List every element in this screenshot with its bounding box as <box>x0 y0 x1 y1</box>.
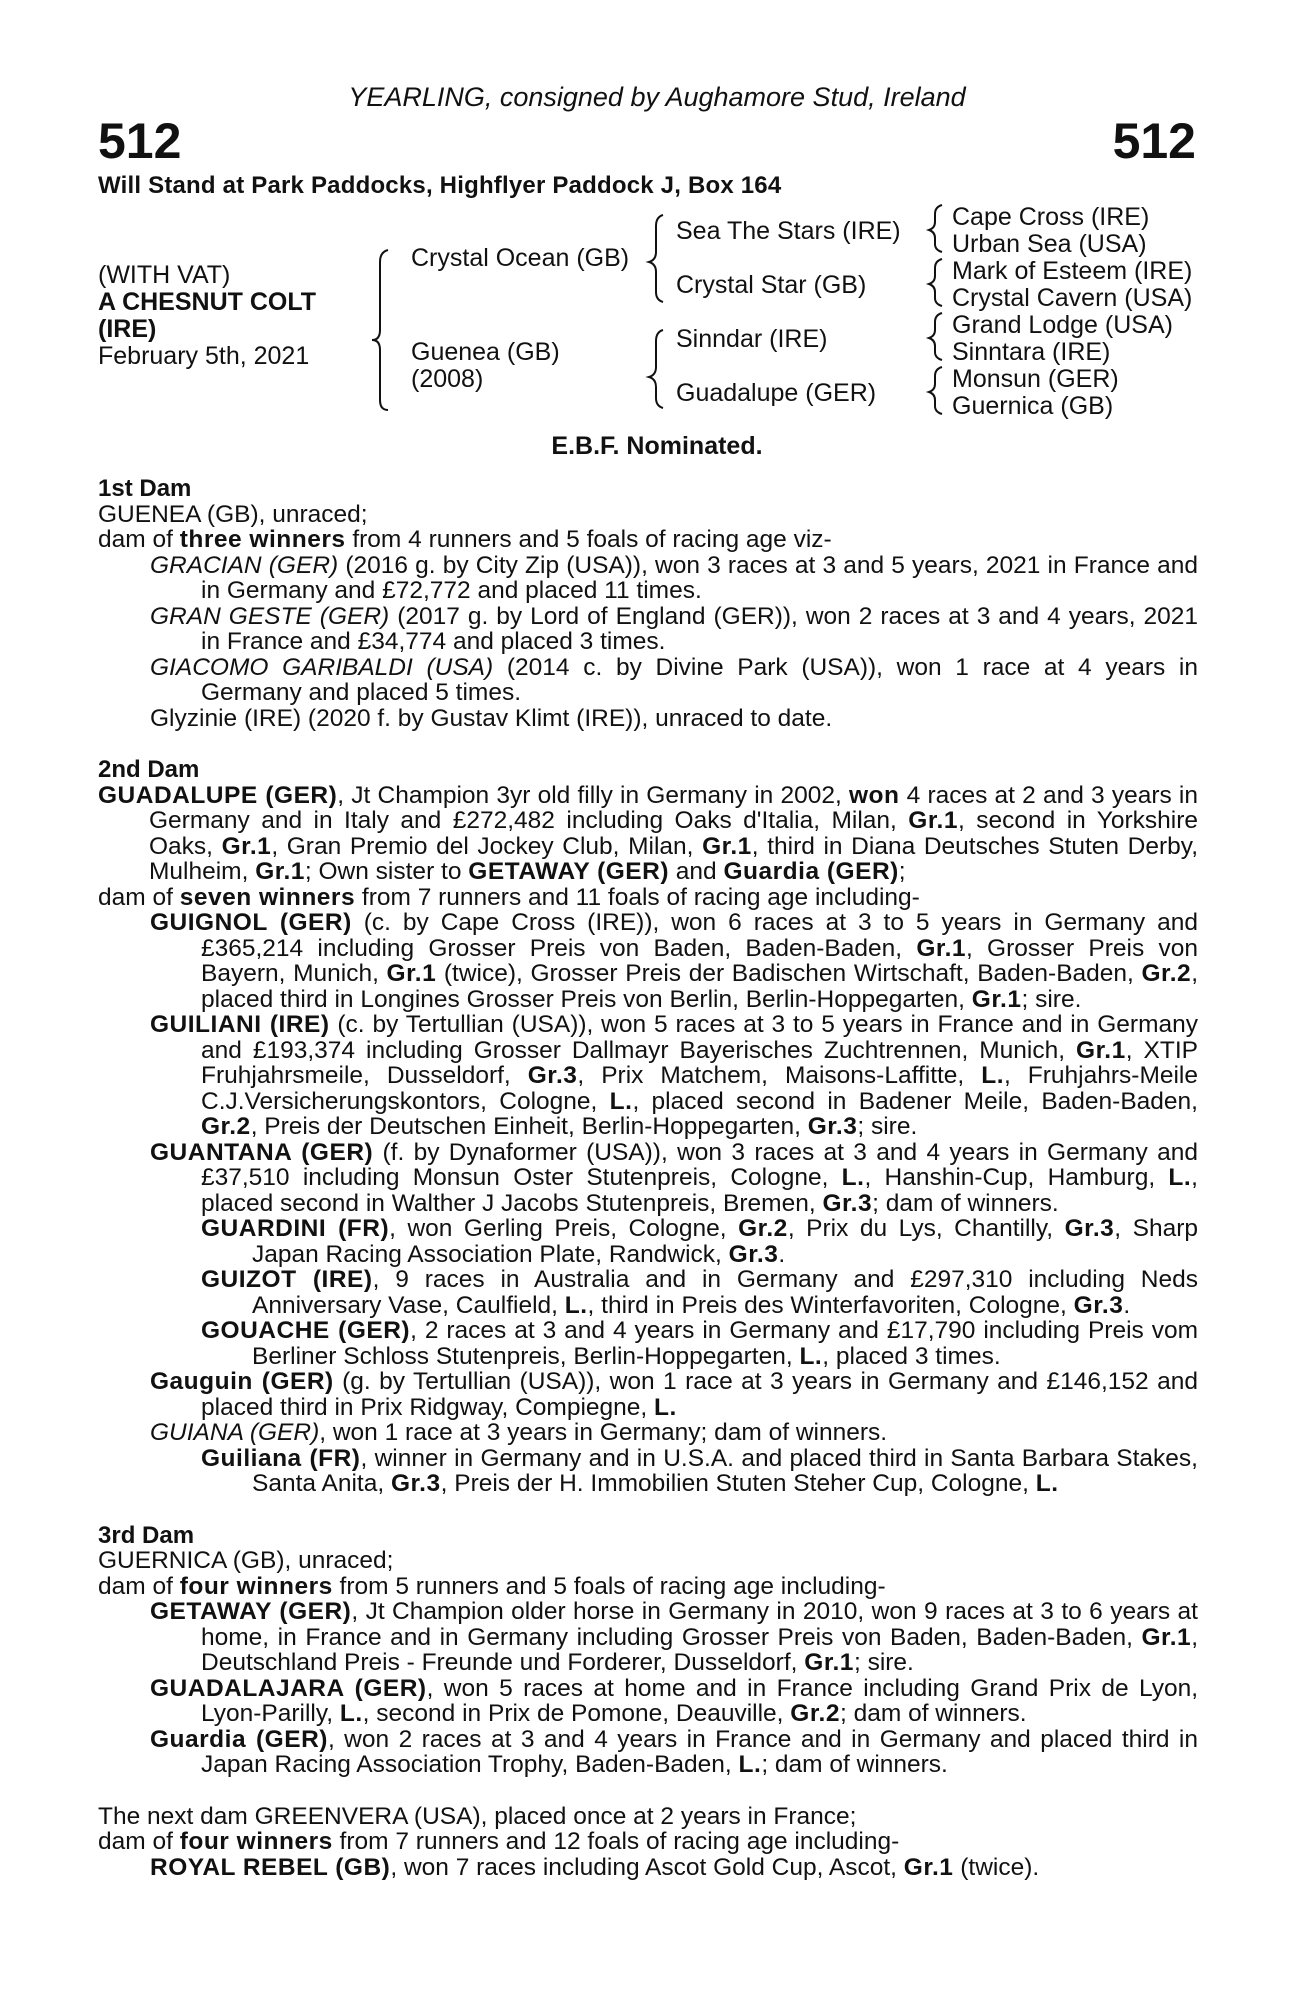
third-dam-summary: dam of four winners from 5 runners and 5 foals of racing age including- <box>98 1572 886 1600</box>
horse-name-line1: A CHESNUT COLT <box>98 288 317 316</box>
progeny-entry: Guardia (GER), won 2 races at 3 and 4 years in France and in Germany and placed third in Japan Racing Association Trophy, Baden-Baden, L.; dam of winners. <box>150 1725 1199 1778</box>
grandsire-1: Sea The Stars (IRE) <box>676 217 901 245</box>
ancestor-1: Cape Cross (IRE) <box>952 203 1150 231</box>
grand-progeny-entry: GUARDINI (FR), won Gerling Preis, Cologne, Gr.2, Prix du Lys, Chantilly, Gr.3, Sharp Japan Racing Association Plate, Randwick, Gr.3. <box>201 1215 1198 1268</box>
progeny-entry: Glyzinie (IRE) (2020 f. by Gustav Klimt (IRE)), unraced to date. <box>150 704 833 732</box>
progeny-entry: Gauguin (GER) (g. by Tertullian (USA)), won 1 race at 3 years in Germany and £146,152 and placed third in Prix Ridgway, Compiegne, L. <box>150 1368 1198 1421</box>
granddam-1: Crystal Star (GB) <box>676 271 867 299</box>
ancestor-4: Crystal Cavern (USA) <box>952 284 1193 312</box>
catalogue-body <box>98 476 1198 1880</box>
third-dam-name: GUERNICA (GB), unraced; <box>98 1547 394 1574</box>
progeny-entry: GETAWAY (GER), Jt Champion older horse in Germany in 2010, won 9 races at 3 to 6 years at home, in France and in Germany including Grosser Preis von Baden, Baden-Baden, Gr.1, Deutschland Preis - Freunde und Forderer, Dusseldorf, Gr.1; sire. <box>150 1598 1198 1676</box>
ancestor-2: Urban Sea (USA) <box>952 230 1147 258</box>
vat-label: (WITH VAT) <box>98 261 231 289</box>
progeny-entry: GRAN GESTE (GER) (2017 g. by Lord of England (GER)), won 2 races at 3 and 4 years, 2021 in France and £34,774 and placed 3 times. <box>150 602 1198 655</box>
ancestor-5: Grand Lodge (USA) <box>952 311 1173 339</box>
grand-progeny-entry: GUIZOT (IRE), 9 races in Australia and in Germany and £297,310 including Neds Anniversary Vase, Caulfield, L., third in Preis des Winterfavoriten, Cologne, Gr.3. <box>201 1266 1198 1319</box>
second-dam-record: GUADALUPE (GER), Jt Champion 3yr old filly in Germany in 2002, won 4 races at 2 and 3 years in Germany and in Italy and £272,482 including Oaks d'Italia, Milan, Gr.1, second in Yorkshire Oaks, Gr.1, Gran Premio del Jockey Club, Milan, Gr.1, third in Diana Deutsches Stuten Derby, Mulheim, Gr.1; Own sister to GETAWAY (GER) and Guardia (GER); <box>98 781 1198 885</box>
ancestor-8: Guernica (GB) <box>952 392 1114 420</box>
progeny-entry: GUIANA (GER), won 1 race at 3 years in Germany; dam of winners. <box>150 1419 888 1446</box>
next-dam-name: The next dam GREENVERA (USA), placed once at 2 years in France; <box>98 1802 857 1830</box>
dam-year: (2008) <box>411 365 484 393</box>
sire: Crystal Ocean (GB) <box>411 244 630 272</box>
ancestor-3: Mark of Esteem (IRE) <box>952 257 1193 285</box>
progeny-entry: GUIGNOL (GER) (c. by Cape Cross (IRE)), won 6 races at 3 to 5 years in Germany and £365,214 including Grosser Preis von Baden, Baden-Baden, Gr.1, Grosser Preis von Bayern, Munich, Gr.1 (twice), Grosser Preis der Badischen Wirtschaft, Baden-Baden, Gr.2, placed third in Longines Grosser Preis von Berlin, Berlin-Hoppegarten, Gr.1; sire. <box>150 909 1198 1013</box>
dam: Guenea (GB) <box>411 338 560 366</box>
lot-number-left: 512 <box>98 113 182 169</box>
ebf-nomination: E.B.F. Nominated. <box>551 432 763 460</box>
progeny-entry: ROYAL REBEL (GB), won 7 races including Ascot Gold Cup, Ascot, Gr.1 (twice). <box>150 1853 1040 1881</box>
granddam-2: Guadalupe (GER) <box>676 379 877 407</box>
second-dam-summary: dam of seven winners from 7 runners and 11 foals of racing age including- <box>98 883 920 911</box>
grandsire-2: Sinndar (IRE) <box>676 325 828 353</box>
consignor-line: YEARLING, consigned by Aughamore Stud, Ireland <box>348 82 966 112</box>
first-dam-name: GUENEA (GB), unraced; <box>98 500 368 528</box>
lot-number-right: 512 <box>1112 113 1196 169</box>
progeny-entry: GUANTANA (GER) (f. by Dynaformer (USA)), won 3 races at 3 and 4 years in Germany and £37,510 including Monsun Oster Stutenpreis, Cologne, L., Hanshin-Cup, Hamburg, L., placed second in Walther J Jacobs Stutenpreis, Bremen, Gr.3; dam of winners. <box>150 1138 1198 1217</box>
grand-progeny-entry: Guiliana (FR), winner in Germany and in U.S.A. and placed third in Santa Barbara Stakes, Santa Anita, Gr.3, Preis der H. Immobilien Stuten Steher Cup, Cologne, L. <box>201 1444 1198 1497</box>
horse-name-line2: (IRE) <box>98 315 157 343</box>
foaling-date: February 5th, 2021 <box>98 342 310 370</box>
progeny-entry: GUILIANI (IRE) (c. by Tertullian (USA)), won 5 races at 3 to 5 years in France and in Germany and £193,374 including Grosser Dallmayr Bayerisches Zuchtrennen, Munich, Gr.1, XTIP Fruhjahrsmeile, Dusseldorf, Gr.3, Prix Matchem, Maisons-Laffitte, L., Fruhjahrs-Meile C.J.Versicherungskontors, Cologne, L., placed second in Badener Meile, Baden-Baden, Gr.2, Preis der Deutschen Einheit, Berlin-Hoppegarten, Gr.3; sire. <box>150 1011 1198 1140</box>
second-dam-heading: 2nd Dam <box>98 756 200 783</box>
grand-progeny-entry: GOUACHE (GER), 2 races at 3 and 4 years in Germany and £17,790 including Preis vom Berliner Schloss Stutenpreis, Berlin-Hoppegarten, L., placed 3 times. <box>201 1317 1198 1370</box>
third-dam-heading: 3rd Dam <box>98 1521 195 1549</box>
progeny-entry: GUADALAJARA (GER), won 5 races at home and in France including Grand Prix de Lyon, Lyon-Parilly, L., second in Prix de Pomone, Deauville, Gr.2; dam of winners. <box>150 1674 1198 1727</box>
progeny-entry: GRACIAN (GER) (2016 g. by City Zip (USA)), won 3 races at 3 and 5 years, 2021 in France and in Germany and £72,772 and placed 11 times. <box>150 551 1199 604</box>
next-dam-summary: dam of four winners from 7 runners and 12 foals of racing age including- <box>98 1828 900 1855</box>
stand-location: Will Stand at Park Paddocks, Highflyer Paddock J, Box 164 <box>98 172 782 199</box>
ancestor-6: Sinntara (IRE) <box>952 338 1111 366</box>
progeny-entry: GIACOMO GARIBALDI (USA) (2014 c. by Divine Park (USA)), won 1 race at 4 years in Germany and placed 5 times. <box>150 653 1199 706</box>
first-dam-summary: dam of three winners from 4 runners and 5 foals of racing age viz- <box>98 526 832 553</box>
first-dam-heading: 1st Dam <box>98 475 192 502</box>
ancestor-7: Monsun (GER) <box>952 365 1119 393</box>
